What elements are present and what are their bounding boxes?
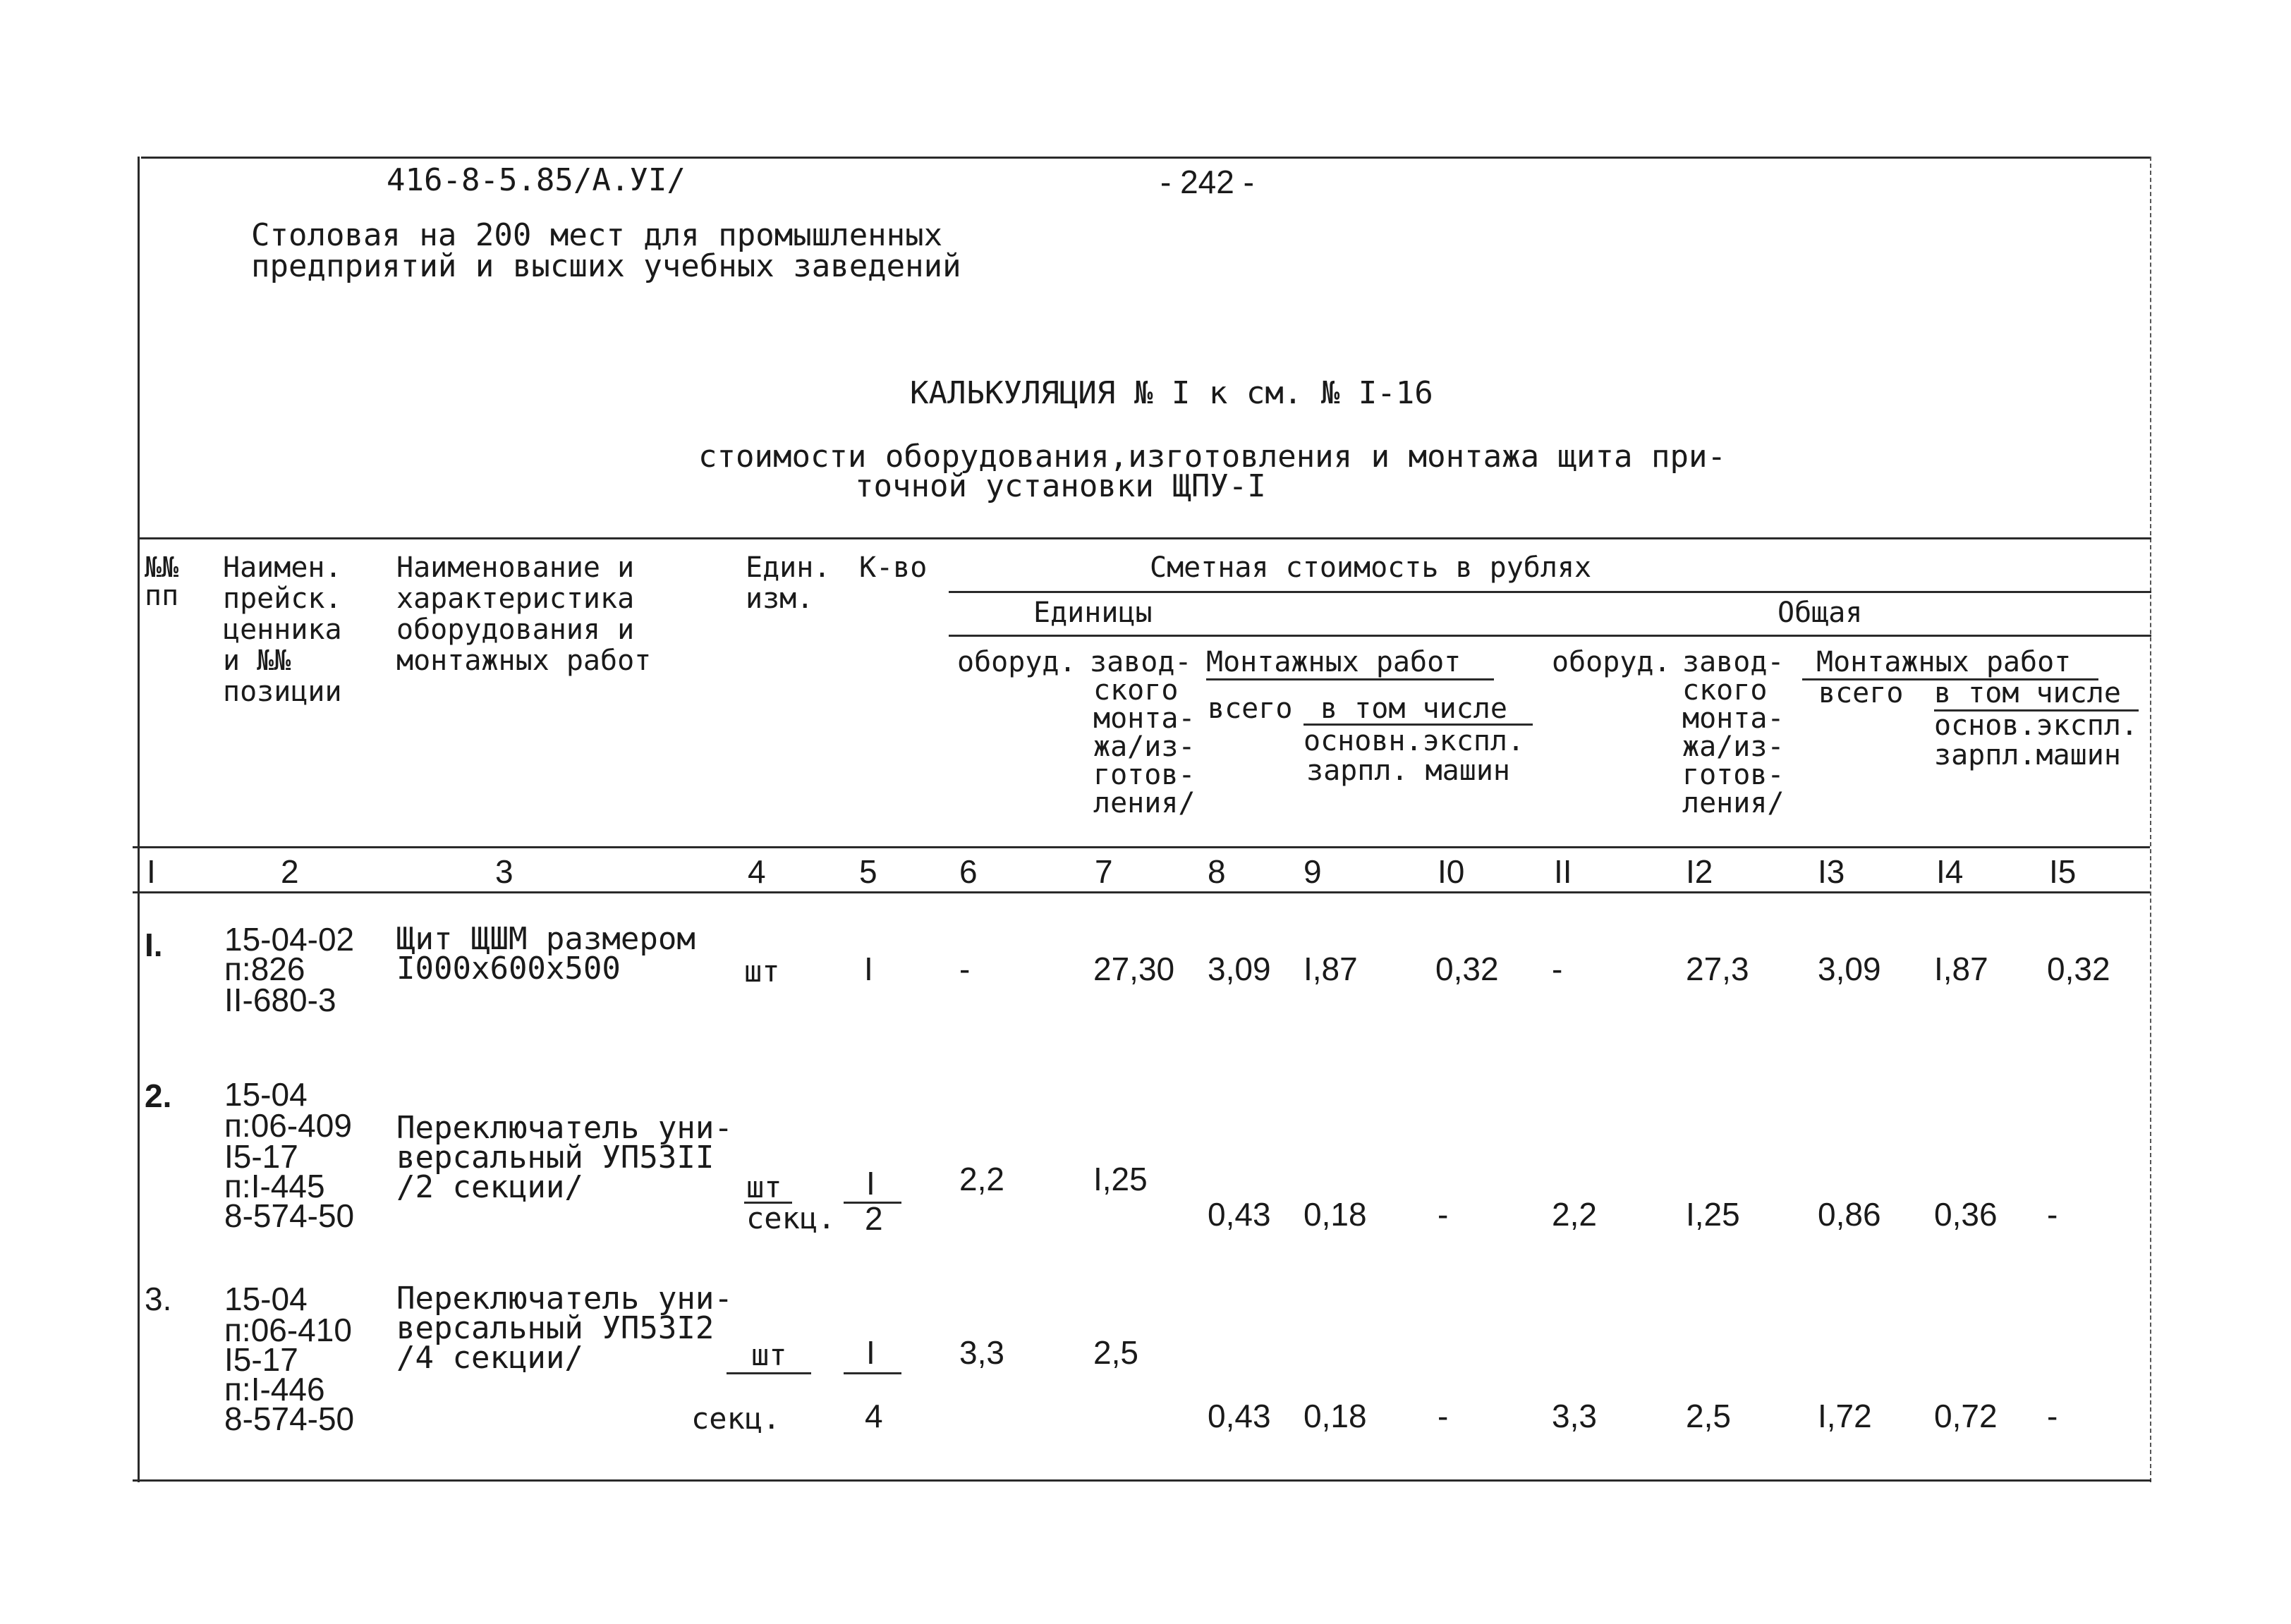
row-c12: 27,3 (1686, 951, 1749, 987)
column-number: I2 (1686, 853, 1713, 890)
row-c15: - (2047, 1398, 2058, 1434)
header-total-factory-1: завод- (1682, 646, 1785, 678)
header-name-3: оборудования и (396, 613, 635, 646)
row-unit-bottom: секц. (746, 1201, 836, 1235)
row-number: 3. (145, 1281, 172, 1317)
header-name-4: монтажных работ (396, 645, 652, 677)
header-total-total: всего (1818, 677, 1904, 709)
column-number: I5 (2049, 853, 2077, 890)
row-code: 15-04-02 (224, 921, 355, 958)
row-c14: 0,72 (1934, 1398, 1998, 1434)
frame-right-border (2150, 157, 2151, 1482)
subtitle-line-1: Столовая на 200 мест для промышленных (251, 217, 943, 253)
row-quantity-bottom: 4 (865, 1398, 883, 1434)
row-name: Переключатель уни- (396, 1281, 733, 1317)
header-rule-1 (949, 591, 2151, 593)
column-number: 5 (859, 853, 877, 890)
row-code: п:826 (224, 951, 305, 987)
header-total-equipment: оборуд. (1552, 646, 1671, 678)
row-quantity-top: I (866, 1334, 875, 1371)
header-unit-factory-5: готов- (1093, 759, 1196, 791)
header-unit-sub-1: основн.экспл. (1304, 725, 1525, 757)
row-c9: I,87 (1304, 951, 1358, 987)
row-unit-bottom: секц. (691, 1401, 781, 1436)
header-unit-factory-3: монта- (1093, 702, 1196, 735)
header-total-factory-3: монта- (1682, 702, 1785, 735)
row-c13: 0,86 (1818, 1196, 1881, 1233)
row-code: 8-574-50 (224, 1400, 355, 1437)
frame-bottom-border (133, 1479, 2151, 1482)
column-number: I0 (1438, 853, 1465, 890)
row-code: п:I-446 (224, 1371, 325, 1408)
description-line-1: стоимости оборудования,изготовления и монтажа щита при- (698, 439, 1726, 475)
row-code: I5-17 (224, 1138, 298, 1175)
row-code: п:06-409 (224, 1107, 352, 1144)
column-number-rule (133, 891, 2150, 893)
row-c12: I,25 (1686, 1196, 1740, 1233)
row-c7: 27,30 (1093, 951, 1175, 987)
row-code: п:06-410 (224, 1312, 352, 1348)
row-code: 15-04 (224, 1281, 308, 1317)
row-c14: 0,36 (1934, 1196, 1998, 1233)
column-number: 3 (495, 853, 514, 890)
row-c7: I,25 (1093, 1161, 1148, 1197)
header-unit-factory-2: ского (1093, 674, 1179, 707)
row-unit-top: шт (746, 1170, 782, 1204)
header-quantity: К-во (859, 551, 928, 584)
header-total-sub-2: зарпл.машин (1934, 739, 2121, 771)
row-name: Переключатель уни- (396, 1110, 733, 1146)
row-code: 15-04 (224, 1076, 308, 1113)
column-number: 2 (281, 853, 299, 890)
row-name: /2 секции/ (396, 1169, 583, 1205)
calculation-title: КАЛЬКУЛЯЦИЯ № I к см. № I-16 (910, 375, 1433, 411)
table-top-rule (138, 537, 2151, 539)
row-quantity: I (864, 951, 873, 987)
row-code: II-680-3 (224, 982, 336, 1018)
description-line-2: точной установки ЩПУ-I (855, 468, 1266, 504)
header-name-1: Наименование и (396, 551, 635, 584)
row-name: версальный УП53I2 (396, 1310, 715, 1346)
header-name-2: характеристика (396, 582, 635, 615)
column-number: 9 (1304, 853, 1322, 890)
header-total-sub-1: основ.экспл. (1934, 709, 2138, 742)
row-c6: 2,2 (959, 1161, 1004, 1197)
row-c9: 0,18 (1304, 1398, 1367, 1434)
row-name: /4 секции/ (396, 1340, 583, 1376)
header-price-code-4: и №№ (223, 645, 291, 677)
column-number: I3 (1818, 853, 1845, 890)
header-total-factory-2: ского (1682, 674, 1768, 707)
column-number: II (1554, 853, 1572, 890)
row-name: версальный УП53II (396, 1140, 715, 1176)
row-number: I. (145, 927, 163, 963)
row-c8: 0,43 (1208, 1398, 1271, 1434)
header-unit-equipment: оборуд. (957, 646, 1076, 678)
row-unit-top: шт (751, 1338, 787, 1372)
row-c13: I,72 (1818, 1398, 1872, 1434)
header-unit-sub-2: зарпл. машин (1306, 755, 1510, 787)
row-c6: 3,3 (959, 1334, 1004, 1371)
row-c8: 3,09 (1208, 951, 1271, 987)
header-price-code-1: Наимен. (223, 551, 342, 584)
column-number: 6 (959, 853, 978, 890)
frame-left-border (138, 157, 140, 1482)
column-number: 8 (1208, 853, 1226, 890)
row-name: I000x600x500 (396, 951, 621, 987)
header-unit-1: Един. (746, 551, 831, 584)
row-c12: 2,5 (1686, 1398, 1731, 1434)
row-number: 2. (145, 1077, 172, 1114)
row-c10: - (1438, 1196, 1449, 1233)
row-unit: шт (744, 954, 780, 989)
row-c11: 2,2 (1552, 1196, 1597, 1233)
row-quantity-fraction-line (844, 1372, 901, 1374)
header-estimated-cost: Сметная стоимость в рублях (1150, 551, 1592, 584)
column-number: 4 (748, 853, 766, 890)
row-c10: 0,32 (1435, 951, 1499, 987)
header-unit-group: Единицы (1033, 597, 1153, 629)
row-c9: 0,18 (1304, 1196, 1367, 1233)
row-name: Щит ЩШМ размером (396, 921, 695, 957)
row-c15: - (2047, 1196, 2058, 1233)
header-unit-total: всего (1208, 692, 1293, 725)
column-number: 7 (1095, 853, 1113, 890)
frame-top-border (141, 157, 2150, 159)
row-c11: - (1552, 951, 1563, 987)
column-number: I4 (1936, 853, 1964, 890)
row-unit-fraction-line (727, 1372, 811, 1374)
header-unit-factory-6: ления/ (1093, 787, 1196, 819)
header-total-mount-works: Монтажных работ (1816, 646, 2072, 678)
column-number: I (147, 853, 156, 890)
row-c10: - (1438, 1398, 1449, 1434)
header-unit-factory-1: завод- (1090, 646, 1192, 678)
header-bottom-rule (133, 846, 2150, 848)
row-quantity-bottom: 2 (865, 1200, 883, 1237)
header-total-factory-5: готов- (1682, 759, 1785, 791)
header-price-code-5: позиции (223, 676, 342, 708)
row-code: 8-574-50 (224, 1197, 355, 1234)
row-c14: I,87 (1934, 951, 1988, 987)
header-number-1: №№ (145, 551, 179, 584)
header-total-factory-6: ления/ (1682, 787, 1785, 819)
row-c11: 3,3 (1552, 1398, 1597, 1434)
header-total-group: Общая (1778, 597, 1863, 629)
row-c8: 0,43 (1208, 1196, 1271, 1233)
page-number: - 242 - (1160, 164, 1254, 200)
row-quantity-top: I (866, 1165, 875, 1202)
row-code: I5-17 (224, 1341, 298, 1378)
row-c15: 0,32 (2047, 951, 2110, 987)
row-c7: 2,5 (1093, 1334, 1138, 1371)
header-unit-factory-4: жа/из- (1093, 731, 1196, 763)
row-c6: - (959, 951, 971, 987)
row-code: п:I-445 (224, 1168, 325, 1204)
header-unit-mount-works: Монтажных работ (1206, 646, 1462, 678)
header-unit-2: изм. (746, 582, 814, 615)
header-unit-mount-underline (1206, 678, 1494, 680)
header-number-2: пп (145, 580, 179, 612)
header-rule-2 (949, 635, 2151, 637)
header-total-incl: в том числе (1934, 677, 2121, 709)
header-unit-incl: в том числе (1320, 692, 1507, 725)
header-total-factory-4: жа/из- (1682, 731, 1785, 763)
header-price-code-2: прейск. (223, 582, 342, 615)
subtitle-line-2: предприятий и высших учебных заведений (251, 248, 961, 284)
header-price-code-3: ценника (223, 613, 342, 646)
document-code: 416-8-5.85/А.УI/ (387, 162, 686, 198)
row-c13: 3,09 (1818, 951, 1881, 987)
